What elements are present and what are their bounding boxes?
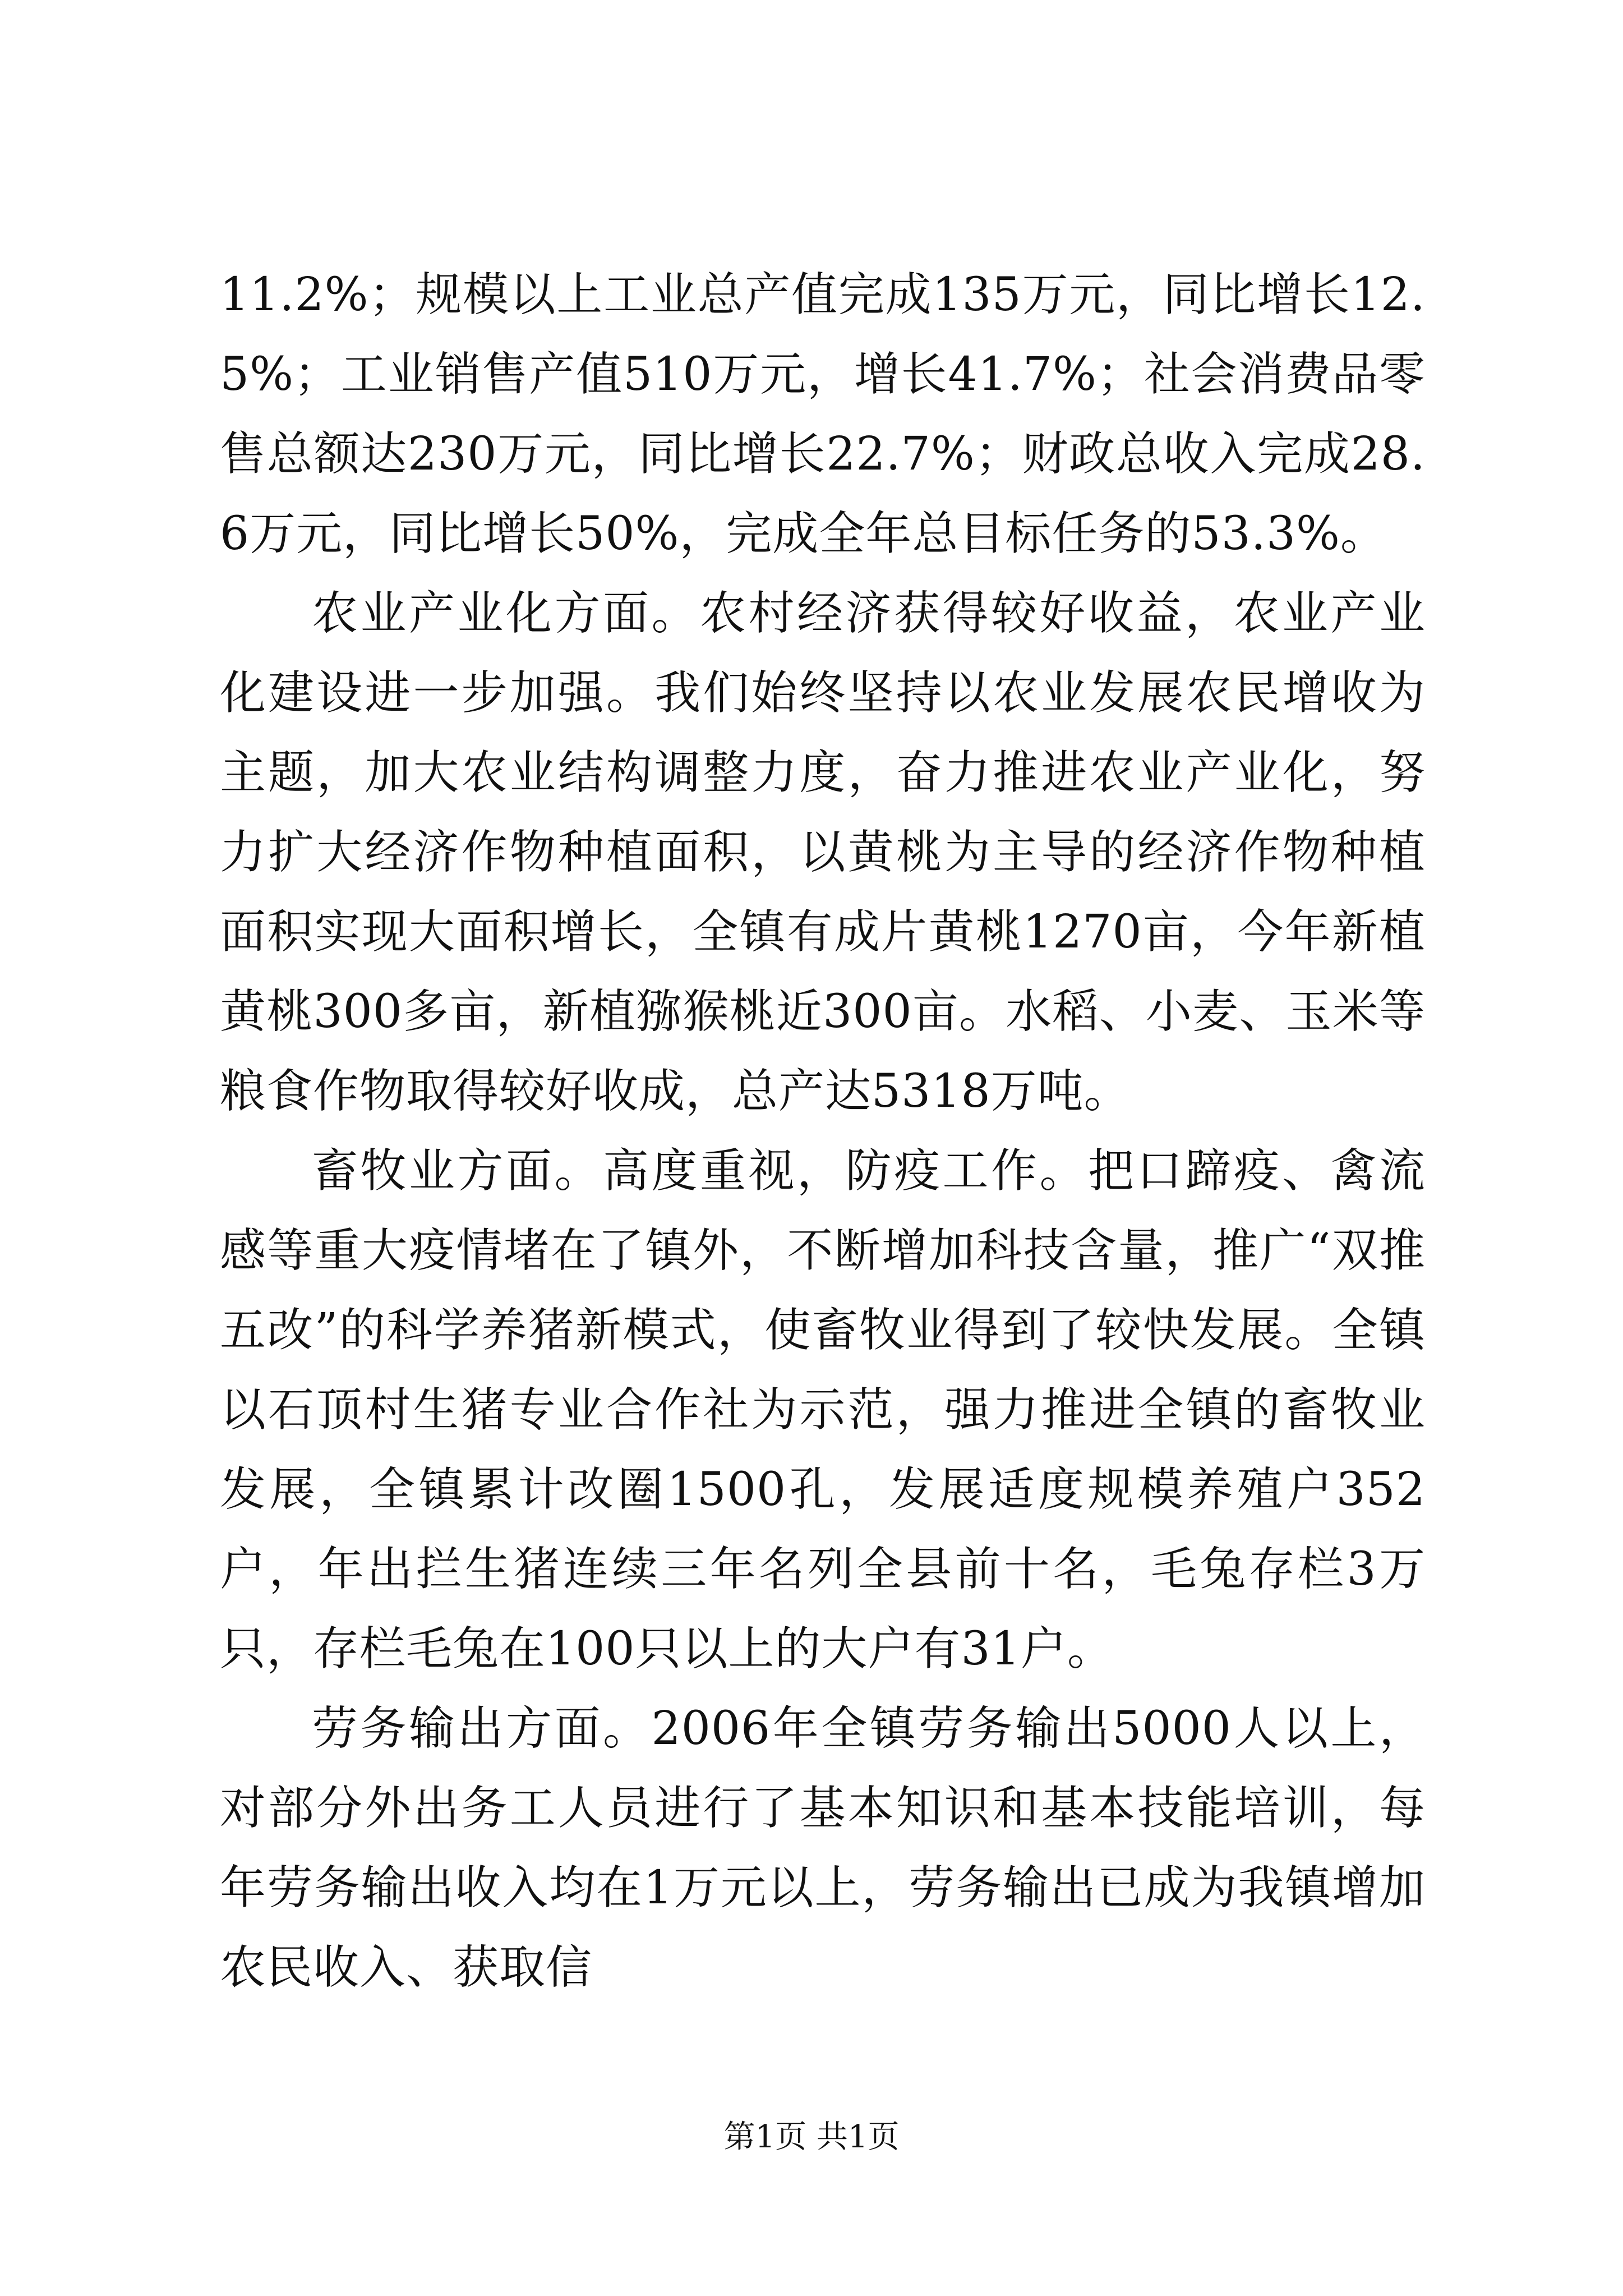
paragraph-economic-summary: 11.2%；规模以上工业总产值完成135万元，同比增长12.5%；工业销售产值510万元，增长41.7%；社会消费品零售总额达230万元，同比增长22.7%；财政总收入完成28.6万元，同比增长50%，完成全年总目标任务的53.3%。 — [220, 268, 1426, 560]
paragraph-labor-export: 劳务输出方面。2006年全镇劳务输出5000人以上，对部分外出务工人员进行了基本知识和基本技能培训，每年劳务输出收入均在1万元以上，劳务输出已成为我镇增加农民收入、获取信 — [220, 1702, 1426, 1994]
page-footer: 第1页 共1页 — [723, 2119, 900, 2155]
document-body — [220, 255, 1426, 2008]
paragraph-livestock: 畜牧业方面。高度重视，防疫工作。把口蹄疫、禽流感等重大疫情堵在了镇外，不断增加科技含量，推广“双推五改”的科学养猪新模式，使畜牧业得到了较快发展。全镇以石顶村生猪专业合作社为示范，强力推进全镇的畜牧业发展，全镇累计改圈1500孔，发展适度规模养殖户352户，年出拦生猪连续三年名列全县前十名，毛兔存栏3万只，存栏毛兔在100只以上的大户有31户。 — [220, 1144, 1426, 1676]
paragraph-agriculture: 农业产业化方面。农村经济获得较好收益，农业产业化建设进一步加强。我们始终坚持以农业发展农民增收为主题，加大农业结构调整力度，奋力推进农业产业化，努力扩大经济作物种植面积，以黄桃为主导的经济作物种植面积实现大面积增长，全镇有成片黄桃1270亩，今年新植黄桃300多亩，新植猕猴桃近300亩。水稻、小麦、玉米等粮食作物取得较好收成，总产达5318万吨。 — [220, 587, 1426, 1118]
